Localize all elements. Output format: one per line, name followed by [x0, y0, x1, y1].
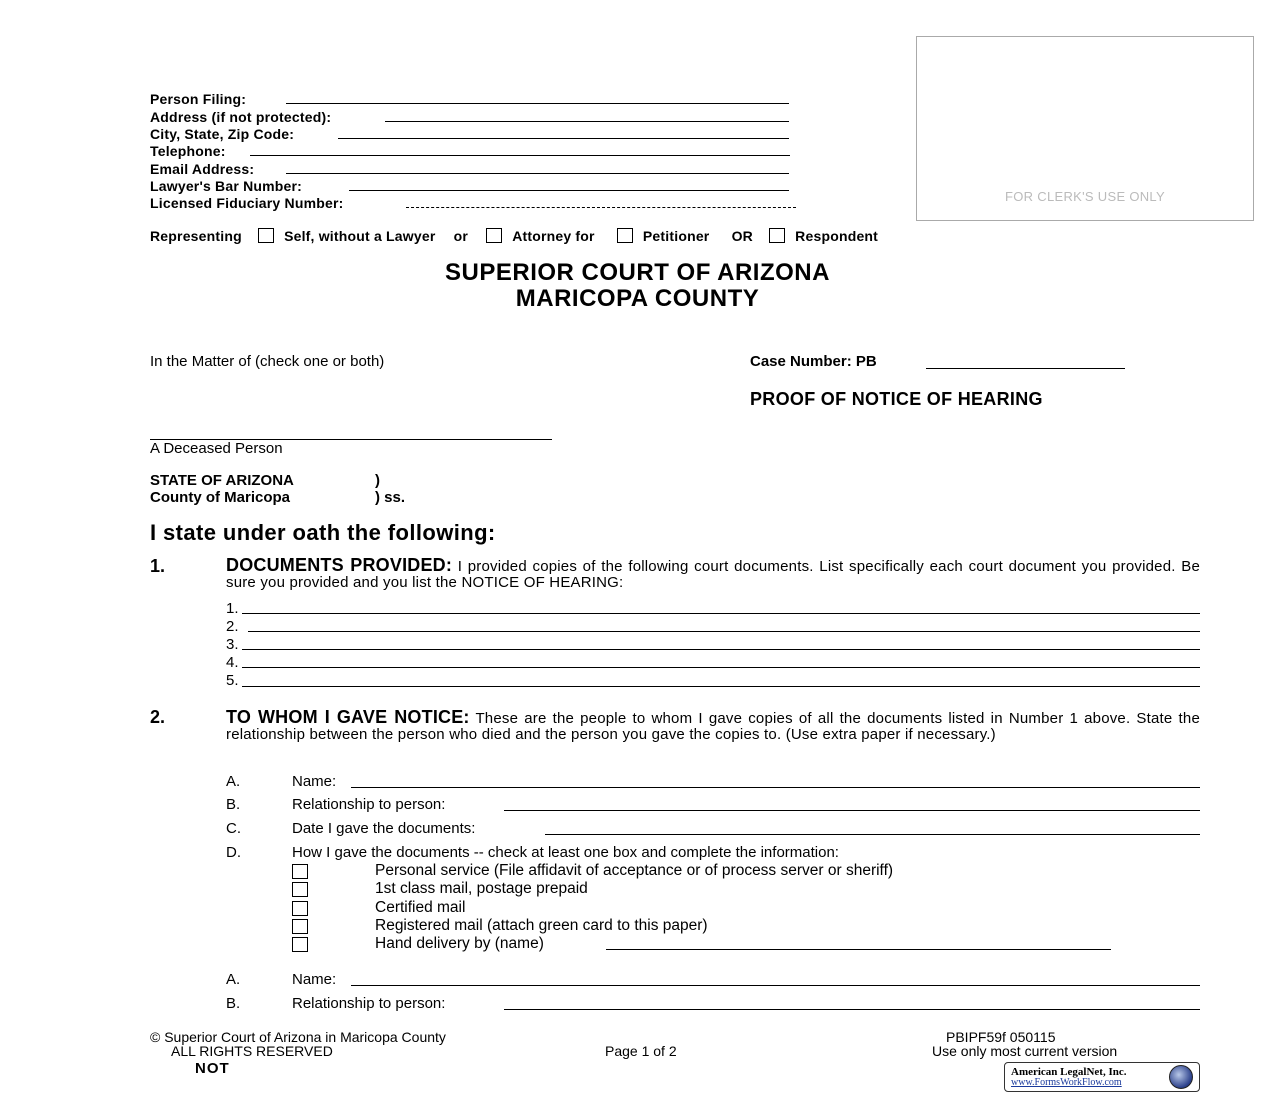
deceased-label: A Deceased Person: [150, 440, 283, 457]
bar-number-label: Lawyer's Bar Number:: [150, 178, 303, 194]
logo-url[interactable]: www.FormsWorkFlow.com: [1011, 1077, 1122, 1088]
person-filing-label: Person Filing:: [150, 91, 247, 107]
attorney-label: Attorney for: [512, 228, 595, 244]
email-label: Email Address:: [150, 161, 255, 177]
section1-heading: DOCUMENTS PROVIDED:: [226, 555, 453, 575]
or-label-2: OR: [731, 228, 753, 244]
item-a-letter: A.: [226, 773, 241, 790]
section2-paragraph: [226, 709, 1200, 743]
court-title-line2: MARICOPA COUNTY: [515, 285, 760, 312]
clerk-use-box: [916, 36, 1254, 221]
item-a2-letter: A.: [226, 971, 241, 988]
doc-item-number: 1.: [226, 600, 239, 617]
doc-item-field[interactable]: [242, 667, 1200, 668]
case-number-field[interactable]: [926, 368, 1125, 369]
doc-item-field[interactable]: [248, 631, 1200, 632]
section2-heading: TO WHOM I GAVE NOTICE:: [226, 707, 470, 727]
section1-text: I provided copies of the following court documents. List specifically each court document you provided. Be sure you provided and you list the NOTICE OF HEARING:: [226, 558, 1200, 591]
venue-ss: ) ss.: [375, 489, 406, 506]
petitioner-checkbox[interactable]: [617, 228, 633, 243]
version-note: Use only most current version: [932, 1043, 1118, 1059]
document-title: PROOF OF NOTICE OF HEARING: [750, 389, 1043, 409]
personal-service-checkbox[interactable]: [292, 864, 308, 879]
self-label: Self, without a Lawyer: [284, 228, 436, 244]
venue-state: STATE OF ARIZONA: [150, 472, 294, 489]
name-label: Name:: [292, 773, 337, 790]
legalnet-logo[interactable]: [1004, 1062, 1200, 1092]
doc-item-number: 4.: [226, 654, 239, 671]
section2-number: 2.: [150, 707, 166, 727]
relationship-field[interactable]: [504, 810, 1200, 811]
form-id: PBIPF59f 050115: [946, 1029, 1056, 1045]
person-filing-field[interactable]: [286, 103, 789, 104]
respondent-label: Respondent: [795, 228, 879, 244]
representing-row: [150, 228, 878, 244]
attorney-checkbox[interactable]: [486, 228, 502, 243]
date-label: Date I gave the documents:: [292, 820, 476, 837]
doc-item-number: 3.: [226, 636, 239, 653]
oath-heading: I state under oath the following:: [150, 520, 496, 545]
item-d-letter: D.: [226, 844, 241, 861]
city-state-zip-label: City, State, Zip Code:: [150, 126, 295, 142]
doc-item-field[interactable]: [242, 649, 1200, 650]
doc-item-field[interactable]: [242, 613, 1200, 614]
doc-item-field[interactable]: [242, 686, 1200, 687]
fiduciary-number-field[interactable]: [406, 207, 796, 208]
first-class-mail-checkbox[interactable]: [292, 882, 308, 897]
email-field[interactable]: [286, 173, 789, 174]
court-title-line1: SUPERIOR COURT OF ARIZONA: [445, 259, 830, 286]
method-label: Hand delivery by (name): [375, 935, 544, 952]
method-label: 1st class mail, postage prepaid: [375, 880, 588, 897]
item-b2-letter: B.: [226, 995, 241, 1012]
matter-label: In the Matter of (check one or both): [150, 353, 385, 370]
date-field[interactable]: [545, 834, 1200, 835]
representing-label: Representing: [150, 228, 242, 244]
relationship-label-2: Relationship to person:: [292, 995, 446, 1012]
name-field-2[interactable]: [351, 985, 1200, 986]
doc-item-number: 5.: [226, 672, 239, 689]
method-label: Certified mail: [375, 899, 466, 916]
method-label: Personal service (File affidavit of acceptance or of process server or sheriff): [375, 862, 894, 879]
self-checkbox[interactable]: [258, 228, 274, 243]
page-number: Page 1 of 2: [605, 1043, 677, 1059]
footer-rights: ALL RIGHTS RESERVED: [171, 1043, 333, 1059]
clerk-use-label: FOR CLERK'S USE ONLY: [1005, 189, 1165, 204]
footer-not: NOT: [195, 1060, 230, 1077]
bar-number-field[interactable]: [349, 190, 789, 191]
method-label: Registered mail (attach green card to this paper): [375, 917, 708, 934]
item-b-letter: B.: [226, 796, 241, 813]
footer-copyright: © Superior Court of Arizona in Maricopa County: [150, 1029, 446, 1045]
venue-county: County of Maricopa: [150, 489, 291, 506]
doc-item-number: 2.: [226, 618, 239, 635]
telephone-field[interactable]: [250, 155, 790, 156]
address-label: Address (if not protected):: [150, 109, 332, 125]
address-field[interactable]: [385, 121, 789, 122]
name-field[interactable]: [351, 787, 1200, 788]
name-label-2: Name:: [292, 971, 337, 988]
fiduciary-number-label: Licensed Fiduciary Number:: [150, 195, 344, 211]
petitioner-label: Petitioner: [642, 228, 710, 244]
item-c-letter: C.: [226, 820, 241, 837]
relationship-label: Relationship to person:: [292, 796, 446, 813]
delivery-method-label: How I gave the documents -- check at least one box and complete the information:: [292, 844, 839, 861]
telephone-label: Telephone:: [150, 143, 226, 159]
logo-company: American LegalNet, Inc.: [1011, 1066, 1127, 1078]
case-number-label: Case Number: PB: [750, 353, 877, 370]
globe-icon: [1169, 1065, 1193, 1089]
section2-text: These are the people to whom I gave copies of all the documents listed in Number 1 above. State the relationship between the person who died and the person you gave the copies to. (Use extra paper if necessary.): [226, 710, 1200, 743]
relationship-field-2[interactable]: [504, 1009, 1200, 1010]
venue-state-paren: ): [375, 472, 380, 489]
certified-mail-checkbox[interactable]: [292, 901, 308, 916]
section1-number: 1.: [150, 556, 166, 576]
hand-delivery-name-field[interactable]: [606, 949, 1111, 950]
or-label: or: [453, 228, 468, 244]
city-state-zip-field[interactable]: [338, 138, 789, 139]
section1-paragraph: [226, 557, 1200, 591]
hand-delivery-checkbox[interactable]: [292, 937, 308, 952]
respondent-checkbox[interactable]: [769, 228, 785, 243]
registered-mail-checkbox[interactable]: [292, 919, 308, 934]
